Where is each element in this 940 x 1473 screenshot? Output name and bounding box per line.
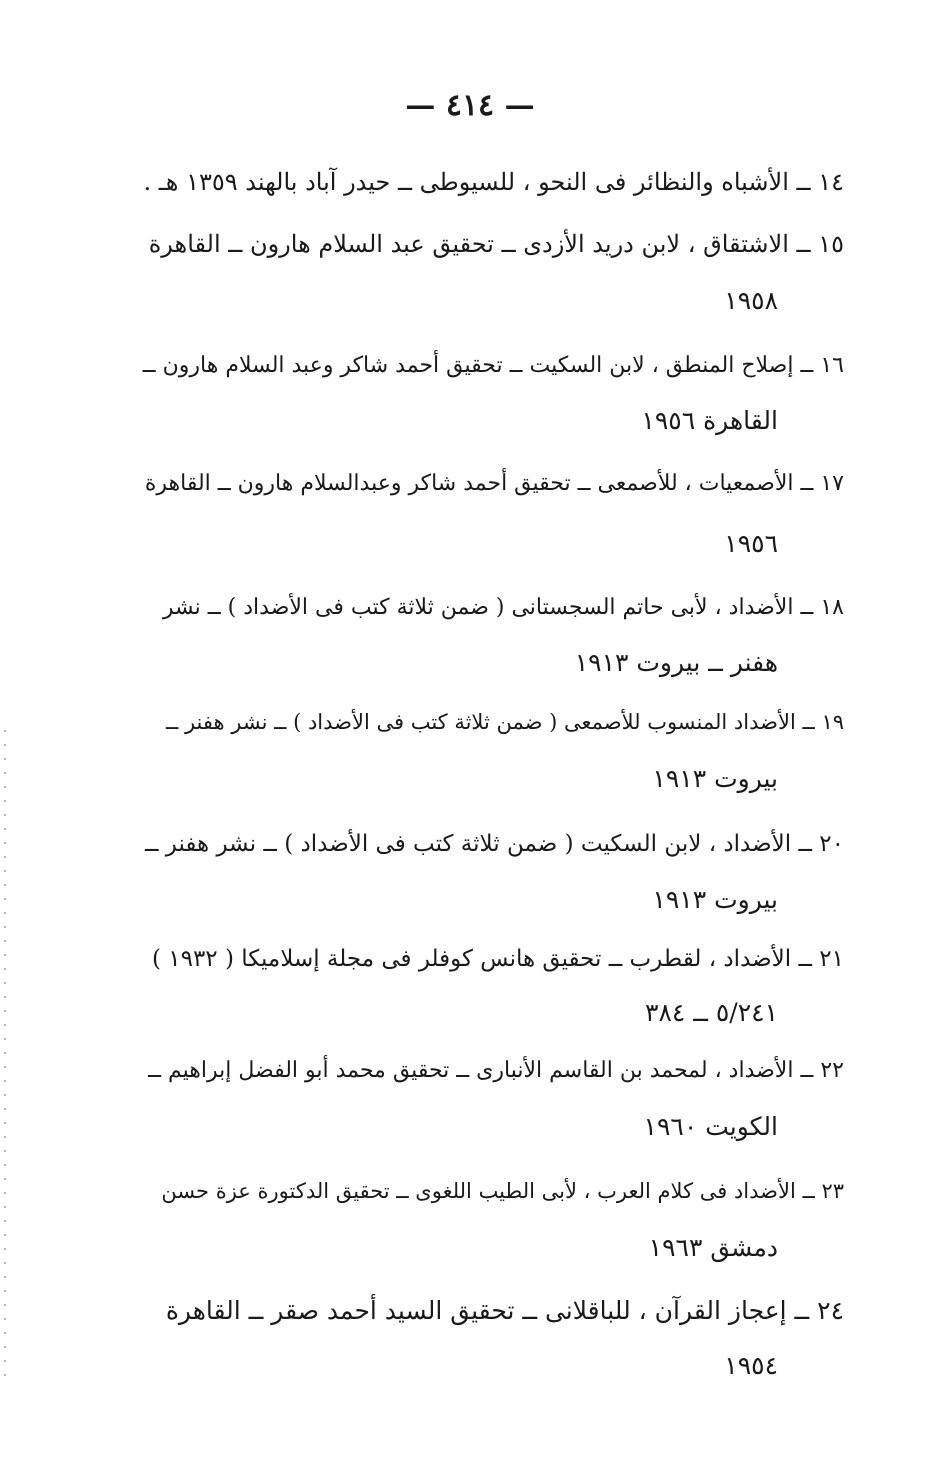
bibliography-entry-24-line-1: ٢٤ ــ إعجاز القرآن ، للباقلانى ــ تحقيق السيد أحمد صقر ــ القاهرة — [165, 1296, 844, 1325]
bibliography-entry-18-line-2: هفنر ــ بيروت ١٩١٣ — [574, 648, 778, 677]
bibliography-entry-22-line-2: الكويت ١٩٦٠ — [643, 1112, 778, 1141]
bibliography-entry-24-line-2: ١٩٥٤ — [724, 1351, 778, 1380]
bibliography-entry-16-line-2: القاهرة ١٩٥٦ — [641, 406, 778, 435]
bibliography-entry-22-line-1: ٢٢ ــ الأضداد ، لمحمد بن القاسم الأنبارى ــ تحقيق محمد أبو الفضل إبراهيم ــ — [148, 1058, 844, 1083]
bibliography-entry-14-line-1: ١٤ ــ الأشباه والنظائر فى النحو ، للسيوطى ــ حيدر آباد بالهند ١٣٥٩ هـ . — [143, 168, 844, 196]
bibliography-entry-21-line-1: ٢١ ــ الأضداد ، لقطرب ــ تحقيق هانس كوفلر فى مجلة إسلاميكا ( ١٩٣٢ ) — [151, 946, 844, 972]
bibliography-entry-15-line-1: ١٥ ــ الاشتقاق ، لابن دريد الأزدى ــ تحقيق عبد السلام هارون ــ القاهرة — [148, 230, 844, 258]
scan-margin-dots — [4, 730, 6, 1380]
bibliography-entry-19-line-1: ١٩ ــ الأضداد المنسوب للأصمعى ( ضمن ثلاثة كتب فى الأضداد ) ــ نشر هفنر ــ — [165, 710, 844, 734]
bibliography-entry-23-line-2: دمشق ١٩٦٣ — [648, 1233, 778, 1262]
bibliography-entry-18-line-1: ١٨ ــ الأضداد ، لأبى حاتم السجستانى ( ضمن ثلاثة كتب فى الأضداد ) ــ نشر — [162, 595, 844, 620]
bibliography-entry-21-line-2: ٥/٢٤١ ــ ٣٨٤ — [645, 998, 778, 1027]
page-number: — ٤١٤ — — [405, 88, 535, 123]
bibliography-entry-20-line-2: بيروت ١٩١٣ — [652, 885, 778, 914]
bibliography-entry-15-line-2: ١٩٥٨ — [724, 286, 778, 315]
bibliography-entry-17-line-2: ١٩٥٦ — [724, 529, 778, 558]
bibliography-entry-19-line-2: بيروت ١٩١٣ — [652, 764, 778, 793]
bibliography-entry-20-line-1: ٢٠ ــ الأضداد ، لابن السكيت ( ضمن ثلاثة كتب فى الأضداد ) ــ نشر هفنر ــ — [145, 831, 844, 857]
bibliography-entry-16-line-1: ١٦ ــ إصلاح المنطق ، لابن السكيت ــ تحقيق أحمد شاكر وعبد السلام هارون ــ — [142, 353, 844, 378]
bibliography-entry-17-line-1: ١٧ ــ الأصمعيات ، للأصمعى ــ تحقيق أحمد شاكر وعبدالسلام هارون ــ القاهرة — [144, 471, 844, 496]
bibliography-entry-23-line-1: ٢٣ ــ الأضداد فى كلام العرب ، لأبى الطيب اللغوى ــ تحقيق الدكتورة عزة حسن — [161, 1179, 844, 1203]
